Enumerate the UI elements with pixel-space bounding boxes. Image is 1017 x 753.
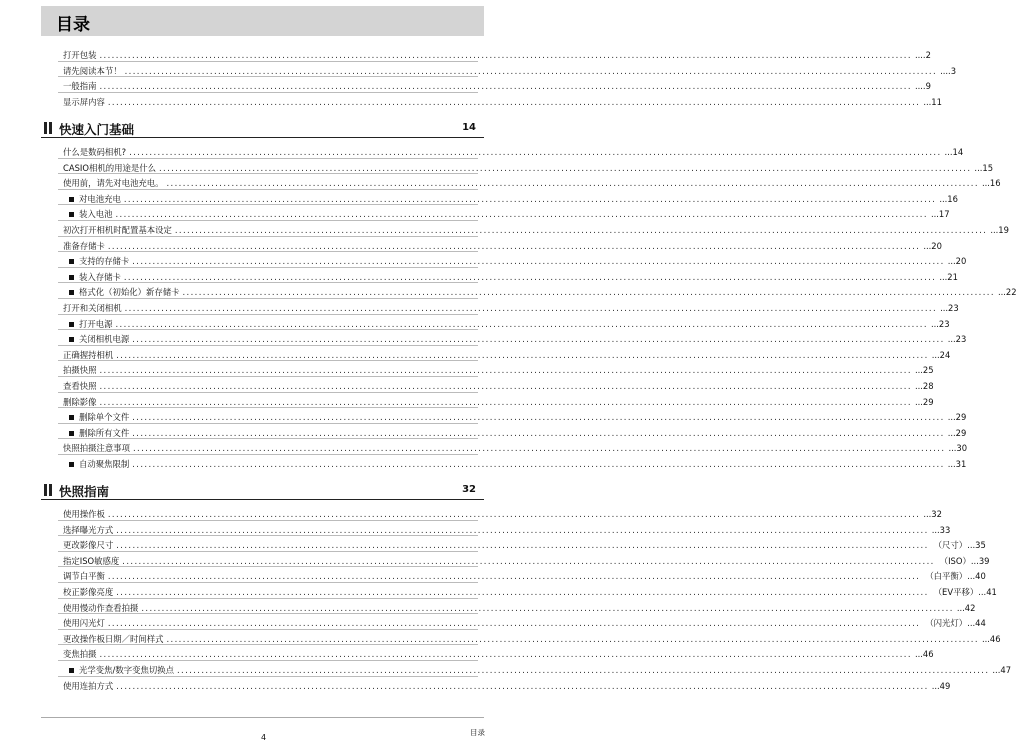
- dot-leader: ........................................................................................................................................................................................................: [107, 240, 921, 251]
- dot-leader: ........................................................................................................................................................................................................: [116, 524, 929, 535]
- toc-entry[interactable]: [63, 92, 942, 107]
- toc-entry-page: ...20: [923, 240, 942, 251]
- section-header[interactable]: [41, 480, 484, 500]
- toc-entry-label: 使用前，请先对电池充电。: [63, 178, 164, 189]
- toc-entry-label: 使用操作板: [63, 509, 105, 519]
- toc-entry-label: 使用连拍方式: [63, 680, 114, 691]
- dot-leader: ........................................................................................................................................................................................................: [123, 193, 937, 204]
- toc-subentry[interactable]: [63, 407, 967, 423]
- toc-entry-label: 打开电源: [79, 318, 113, 329]
- toc-subentry[interactable]: [63, 423, 967, 438]
- toc-entry[interactable]: [63, 535, 986, 551]
- square-bullet-icon: [69, 415, 74, 420]
- dot-leader: ........................................................................................................................................................................................................: [124, 303, 938, 313]
- toc-entry-label: 装入电池: [79, 209, 113, 220]
- square-bullet-icon: [69, 337, 74, 342]
- dot-leader: ........................................................................................................................................................................................................: [99, 365, 912, 376]
- toc-entry-label: 快照拍摄注意事项: [63, 443, 130, 454]
- toc-subentry[interactable]: [63, 204, 950, 220]
- section-title: 快照指南: [59, 484, 110, 499]
- toc-entry-page: ...42: [956, 602, 976, 613]
- toc-entry-page: ...31: [947, 459, 967, 469]
- toc-entry-page: ...41: [978, 587, 997, 597]
- dot-leader: ........................................................................................................................................................................................................: [116, 680, 929, 691]
- toc-entry[interactable]: [63, 236, 942, 251]
- toc-entry-label: 使用慢动作查看拍摄: [63, 602, 139, 613]
- toc-entry[interactable]: [63, 629, 1001, 644]
- toc-entry-page: ...16: [939, 193, 958, 204]
- dot-leader: ........................................................................................................................................................................................................: [133, 443, 946, 454]
- dot-leader: ........................................................................................................................................................................................................: [99, 81, 912, 92]
- toc-entry-label: 准备存储卡: [63, 240, 105, 251]
- toc-entry-page: ...15: [974, 162, 994, 173]
- toc-entry-page: ...19: [990, 225, 1009, 235]
- toc-entry-page: ...32: [923, 509, 942, 519]
- toc-subentry[interactable]: [63, 314, 950, 329]
- toc-entry-label: 删除影像: [63, 396, 97, 407]
- toc-entry-label: 更改影像尺寸: [63, 540, 114, 551]
- toc-entry-label: 自动聚焦限制: [79, 459, 130, 469]
- toc-entry[interactable]: [63, 45, 931, 60]
- toc-entry-page: ....2: [914, 50, 931, 60]
- toc-entry[interactable]: [63, 613, 986, 629]
- toc-entry-page: ...35: [967, 540, 986, 551]
- toc-entry-label: 显示屏内容: [63, 96, 105, 107]
- toc-entry-label: 格式化（初始化）新存储卡: [79, 287, 180, 298]
- dot-leader: ........................................................................................................................................................................................................: [99, 649, 912, 660]
- toc-entry-label: 装入存储卡: [79, 271, 121, 282]
- toc-entry-page: ...49: [931, 680, 951, 691]
- toc-entry-label: 查看快照: [63, 381, 97, 391]
- dot-leader: ........................................................................................................................................................................................................: [115, 318, 928, 329]
- toc-entry-suffix: （尺寸）: [933, 540, 968, 551]
- toc-entry[interactable]: [63, 551, 990, 566]
- section-marker-icon: [49, 122, 52, 134]
- dot-leader: ........................................................................................................................................................................................................: [129, 147, 942, 157]
- toc-entry[interactable]: [63, 61, 957, 76]
- toc-entry[interactable]: [63, 173, 1001, 189]
- toc-entry-page: ...40: [967, 571, 986, 582]
- toc-subentry[interactable]: [63, 189, 958, 204]
- toc-entry-page: ....9: [914, 81, 931, 92]
- toc-entry-label: CASIO相机的用途是什么: [63, 162, 156, 173]
- dot-leader: ........................................................................................................................................................................................................: [107, 509, 921, 519]
- toc-entry-page: ...23: [940, 303, 959, 313]
- section-page: 14: [462, 122, 476, 133]
- toc-subentry[interactable]: [63, 329, 967, 345]
- dot-leader: ........................................................................................................................................................................................................: [141, 602, 954, 613]
- toc-entry[interactable]: [63, 158, 994, 173]
- toc-entry-label: 一般指南: [63, 81, 97, 92]
- square-bullet-icon: [69, 322, 74, 327]
- dot-leader: ........................................................................................................................................................................................................: [132, 459, 945, 469]
- toc-entry-page: ...23: [930, 318, 950, 329]
- toc-subentry[interactable]: [63, 454, 967, 469]
- footer-divider: [41, 717, 484, 718]
- dot-leader: ........................................................................................................................................................................................................: [174, 225, 988, 235]
- toc-entry-page: ...44: [967, 618, 986, 629]
- toc-entry-label: 指定ISO敏感度: [63, 555, 120, 566]
- section-marker-icon: [44, 122, 47, 134]
- toc-entry-label: 调节白平衡: [63, 571, 105, 582]
- toc-entry-label: 拍摄快照: [63, 365, 97, 376]
- dot-leader: ........................................................................................................................................................................................................: [116, 587, 929, 597]
- toc-entry-page: ...29: [914, 396, 934, 407]
- toc-entry-page: ...17: [930, 209, 950, 220]
- toc-entry[interactable]: [63, 676, 951, 691]
- dot-leader: ........................................................................................................................................................................................................: [107, 571, 921, 582]
- dot-leader: ........................................................................................................................................................................................................: [158, 162, 972, 173]
- toc-entry-page: ...22: [997, 287, 1017, 298]
- toc-entry-label: 选择曝光方式: [63, 524, 114, 535]
- toc-entry[interactable]: [63, 376, 934, 391]
- dot-leader: ........................................................................................................................................................................................................: [99, 381, 912, 391]
- toc-entry-page: ...25: [914, 365, 934, 376]
- toc-entry-page: ...14: [944, 147, 964, 157]
- toc-entry-page: ...46: [981, 633, 1001, 644]
- toc-entry-label: 使用闪光灯: [63, 618, 105, 629]
- toc-entry-page: ...33: [931, 524, 951, 535]
- dot-leader: ........................................................................................................................................................................................................: [116, 349, 929, 360]
- toc-entry-label: 关闭相机电源: [79, 334, 130, 345]
- toc-entry-label: 删除单个文件: [79, 412, 130, 423]
- toc-entry-label: 请先阅读本节！: [63, 65, 122, 76]
- toc-entry-page: ...16: [981, 178, 1001, 189]
- page-title: 目录: [56, 15, 90, 35]
- dot-leader: ........................................................................................................................................................................................................: [124, 65, 938, 76]
- toc-entry-page: ...28: [914, 381, 934, 391]
- dot-leader: ........................................................................................................................................................................................................: [132, 427, 945, 438]
- toc-entry-page: ...11: [923, 96, 942, 107]
- toc-entry[interactable]: [63, 520, 951, 535]
- dot-leader: ........................................................................................................................................................................................................: [123, 271, 937, 282]
- section-header[interactable]: [41, 118, 484, 138]
- dot-leader: ........................................................................................................................................................................................................: [107, 96, 921, 107]
- toc-entry-label: 校正影像亮度: [63, 587, 114, 597]
- toc-entry-page: ...39: [970, 555, 990, 566]
- toc-entry-suffix: （闪光灯）: [925, 618, 968, 629]
- toc-entry-page: ...47: [992, 665, 1012, 675]
- toc-subentry[interactable]: [63, 660, 1012, 675]
- title-bar: [41, 6, 484, 36]
- square-bullet-icon: [69, 197, 74, 202]
- toc-entry-suffix: （ISO）: [939, 555, 971, 566]
- toc-entry-suffix: （EV平移）: [933, 587, 979, 597]
- dot-leader: ........................................................................................................................................................................................................: [132, 334, 945, 345]
- toc-entry-label: 初次打开相机时配置基本设定: [63, 225, 172, 235]
- toc-entry-page: ...23: [947, 334, 967, 345]
- dot-leader: ........................................................................................................................................................................................................: [115, 209, 928, 220]
- toc-entry[interactable]: [63, 566, 986, 582]
- dot-leader: ........................................................................................................................................................................................................: [107, 618, 921, 629]
- page-number: 4: [261, 733, 267, 742]
- dot-leader: ........................................................................................................................................................................................................: [166, 633, 979, 644]
- footer-label: 目录: [470, 728, 485, 737]
- toc-entry-label: 什么是数码相机?: [63, 147, 127, 157]
- square-bullet-icon: [69, 212, 74, 217]
- dot-leader: ........................................................................................................................................................................................................: [176, 665, 990, 675]
- toc-entry-label: 更改操作板日期／时间样式: [63, 633, 164, 644]
- toc-entry-page: ...30: [948, 443, 968, 454]
- toc-entry-suffix: （白平衡）: [925, 571, 968, 582]
- toc-entry-page: ...29: [947, 412, 967, 423]
- section-marker-icon: [44, 484, 47, 496]
- toc-entry-page: ...24: [931, 349, 951, 360]
- toc-entry[interactable]: [63, 582, 997, 597]
- dot-leader: ........................................................................................................................................................................................................: [182, 287, 995, 298]
- toc-entry-label: 对电池充电: [79, 193, 121, 204]
- toc-entry[interactable]: [63, 220, 1009, 235]
- toc-entry[interactable]: [63, 142, 964, 157]
- square-bullet-icon: [69, 668, 74, 673]
- toc-entry-page: ...29: [947, 427, 967, 438]
- toc-entry-label: 变焦拍摄: [63, 649, 97, 660]
- section-page: 32: [462, 484, 476, 495]
- toc-entry-label: 正确握持相机: [63, 349, 114, 360]
- toc-entry[interactable]: [63, 345, 951, 360]
- toc-entry-page: ...21: [939, 271, 958, 282]
- toc-entry[interactable]: [63, 438, 968, 454]
- toc-entry[interactable]: [63, 76, 931, 92]
- dot-leader: ........................................................................................................................................................................................................: [99, 50, 912, 60]
- dot-leader: ........................................................................................................................................................................................................: [166, 178, 979, 189]
- square-bullet-icon: [69, 431, 74, 436]
- toc-subentry[interactable]: [63, 282, 1017, 298]
- square-bullet-icon: [69, 259, 74, 264]
- toc-entry-label: 删除所有文件: [79, 427, 130, 438]
- dot-leader: ........................................................................................................................................................................................................: [132, 412, 945, 423]
- square-bullet-icon: [69, 290, 74, 295]
- toc-subentry[interactable]: [63, 251, 967, 267]
- square-bullet-icon: [69, 462, 74, 467]
- dot-leader: ........................................................................................................................................................................................................: [122, 555, 935, 566]
- dot-leader: ........................................................................................................................................................................................................: [99, 396, 912, 407]
- section-title: 快速入门基础: [59, 122, 135, 137]
- toc-entry[interactable]: [63, 298, 959, 313]
- toc-entry-label: 光学变焦/数字变焦切换点: [79, 665, 174, 675]
- section-marker-icon: [49, 484, 52, 496]
- toc-entry[interactable]: [63, 504, 942, 519]
- toc-entry-page: ....3: [940, 65, 957, 76]
- toc-entry[interactable]: [63, 360, 934, 376]
- toc-entry-label: 打开包装: [63, 50, 97, 60]
- dot-leader: ........................................................................................................................................................................................................: [132, 256, 945, 267]
- square-bullet-icon: [69, 275, 74, 280]
- toc-entry[interactable]: [63, 644, 934, 660]
- toc-entry[interactable]: [63, 598, 976, 613]
- toc-entry-page: ...20: [947, 256, 967, 267]
- toc-entry-page: ...46: [914, 649, 934, 660]
- toc-entry[interactable]: [63, 392, 934, 407]
- toc-entry-label: 打开和关闭相机: [63, 303, 122, 313]
- dot-leader: ........................................................................................................................................................................................................: [116, 540, 929, 551]
- toc-subentry[interactable]: [63, 267, 958, 282]
- toc-entry-label: 支持的存储卡: [79, 256, 130, 267]
